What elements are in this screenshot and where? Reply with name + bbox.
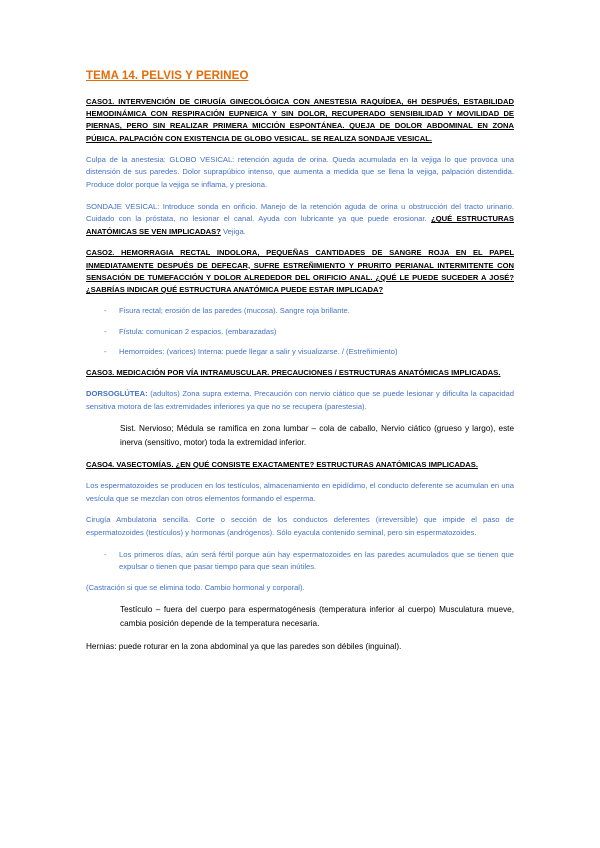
case1-header: CASO1. INTERVENCIÓN DE CIRUGÍA GINECOLÓGICA CON ANESTESIA RAQUÍDEA, 6H DESPUÉS, ESTABILIDAD HEMODINÁMICA CON RESPIRACIÓN EUPNEICA Y SIN DOLOR, RECUPERADO SENSIBILIDAD Y MOVILIDAD DE PIERNAS, PERO SIN REALIZAR PRIMERA MICCIÓN ESPONTÁNEA. QUEJA DE DOLOR ABDOMINAL EN ZONA PÚBICA. PALPACIÓN CON EXISTENCIA DE GLOBO VESICAL. SE REALIZA SONDAJE VESICAL.	[86, 97, 514, 143]
case3-dorsoglutea-paragraph	[86, 388, 514, 413]
case2-header: CASO2. HEMORRAGIA RECTAL INDOLORA, PEQUEÑAS CANTIDADES DE SANGRE ROJA EN EL PAPEL INMEDIATAMENTE DESPUÉS DE DEFECAR, SUFRE ESTREÑIMIENTO Y PRURITO PERIANAL INTERMITENTE CON SENSACIÓN DE TUMEFACCIÓN Y DOLOR ALREDEDOR DEL ORIFICIO ANAL. ¿QUÉ LE PUEDE SUCEDER A JOSÉ? ¿SABRÍAS INDICAR QUÉ ESTRUCTURA ANATÓMICA PUEDE ESTAR IMPLICADA?	[86, 248, 514, 294]
case4-espermatozoides-paragraph: Los espermatozoides se producen en los testículos, almacenamiento en epidídimo, el conducto deferente se acumulan en una vesícula que se mezclan con otros elementos formando el esperma.	[86, 481, 514, 503]
case1-answer: Vejiga.	[220, 226, 246, 236]
case3-header: CASO3. MEDICACIÓN POR VÍA INTRAMUSCULAR. PRECAUCIONES / ESTRUCTURAS ANATÓMICAS IMPLICADAS.	[86, 367, 501, 377]
case1-globo-vesical-paragraph: Culpa de la anestesia: GLOBO VESICAL: retención aguda de orina. Queda acumulada en la vejiga lo que provoca una distensión de sus paredes. Dolor suprapúbico intenso, que aumenta a medida que se llena la vejiga, palpación distendida. Produce dolor porque la vejiga se inflama, y presiona.	[86, 154, 514, 189]
case4-testiculo-paragraph: Testículo – fuera del cuerpo para espermatogénesis (temperatura inferior al cuerpo) Musculatura mueve, cambia posición depende de la temperatura necesaria.	[120, 605, 514, 629]
case4-header: CASO4. VASECTOMÍAS. ¿EN QUÉ CONSISTE EXACTAMENTE? ESTRUCTURAS ANATÓMICAS IMPLICADAS.	[86, 459, 478, 469]
case3-dorsoglutea-text: (adultos) Zona supra externa. Precaución con nervio ciático que se puede lesionar y dificulta la capacidad sensitiva motora de las extremidades inferiores ya que no se recupera (parestesia).	[86, 389, 514, 411]
list-item: - Los primeros días, aún será fértil porque aún hay espermatozoides en las paredes acumulados que se tienen que expulsar o tienen que pasar tiempo para que sean inútiles.	[86, 549, 514, 574]
case1-question: ¿QUÉ ESTRUCTURAS ANATÓMICAS SE VEN IMPLICADAS?	[86, 214, 514, 236]
page-title: TEMA 14. PELVIS Y PERINEO	[86, 70, 249, 82]
list-item: - Fisura rectal; erosión de las paredes (mucosa). Sangre roja brillante.	[86, 305, 514, 318]
case4-cirugia-paragraph: Cirugía Ambulatoria sencilla. Corte o sección de los conductos deferentes (irreversible) que impide el paso de espermatozoides (testículos) y hormonas (andrógenos). Sólo eyacula contenido seminal, pero sin espermatozoides.	[86, 515, 514, 537]
case3-nervous-system-paragraph: Sist. Nervioso; Médula se ramifica en zona lumbar – cola de caballo, Nervio ciático (grueso y largo), este inerva (sensitivo, motor) toda la extremidad inferior.	[120, 424, 514, 448]
case4-list	[86, 549, 514, 574]
case3-dorsoglutea-label: DORSOGLÚTEA:	[86, 389, 148, 399]
case4-castracion-paragraph: (Castración si que se elimina todo. Cambio hormonal y corporal).	[86, 582, 305, 592]
hernias-paragraph: Hernias: puede roturar en la zona abdominal ya que las paredes son débiles (inguinal).	[86, 641, 402, 651]
list-item: - Fístula: comunican 2 espacios. (embarazadas)	[86, 326, 514, 339]
list-item: - Hemorroides: (varices) Interna: puede llegar a salir y visualizarse. / (Estreñimiento)	[86, 346, 514, 359]
case1-sondaje-paragraph	[86, 201, 514, 239]
case1-sondaje-text: SONDAJE VESICAL: Introduce sonda en orificio. Manejo de la retención aguda de orina u obstrucción del tracto urinario. Cuidado con la próstata, no lesionar el canal. Ayuda con lubricante ya que puede erosionar.	[86, 201, 514, 224]
case2-list	[86, 305, 514, 359]
document-page	[86, 70, 514, 661]
